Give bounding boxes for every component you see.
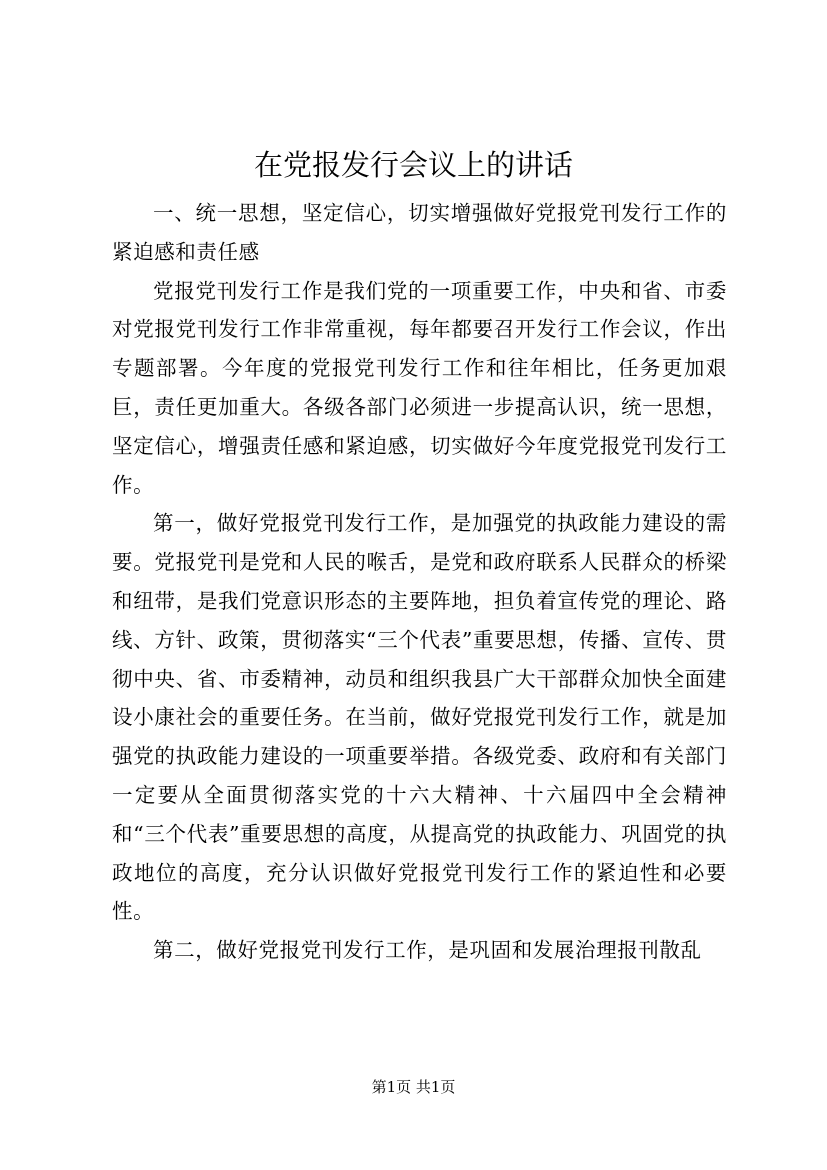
document-body — [112, 194, 727, 970]
body-paragraph: 第一，做好党报党刊发行工作，是加强党的执政能力建设的需要。党报党刊是党和人民的喉舌，是党和政府联系人民群众的桥梁和纽带，是我们党意识形态的主要阵地，担负着宣传党的理论、路线、方针、政策，贯彻落实“三个代表”重要思想，传播、宣传、贯彻中央、省、市委精神，动员和组织我县广大干部群众加快全面建设小康社会的重要任务。在当前，做好党报党刊发行工作，就是加强党的执政能力建设的一项重要举措。各级党委、政府和有关部门一定要从全面贯彻落实党的十六大精神、十六届四中全会精神和“三个代表”重要思想的高度，从提高党的执政能力、巩固党的执政地位的高度，充分认识做好党报党刊发行工作的紧迫性和必要性。 — [112, 511, 727, 924]
body-paragraph: 第二，做好党报党刊发行工作，是巩固和发展治理报刊散乱 — [153, 938, 702, 963]
document-title: 在党报发行会议上的讲话 — [253, 148, 573, 182]
section-heading: 一、统一思想，坚定信心，切实增强做好党报党刊发行工作的紧迫感和责任感 — [112, 201, 727, 264]
page-footer: 第1页 共1页 — [371, 1078, 456, 1096]
body-paragraph: 党报党刊发行工作是我们党的一项重要工作，中央和省、市委对党报党刊发行工作非常重视，每年都要召开发行工作会议，作出专题部署。今年度的党报党刊发行工作和往年相比，任务更加艰巨，责任更加重大。各级各部门必须进一步提高认识，统一思想，坚定信心，增强责任感和紧迫感，切实做好今年度党报党刊发行工作。 — [112, 278, 727, 497]
